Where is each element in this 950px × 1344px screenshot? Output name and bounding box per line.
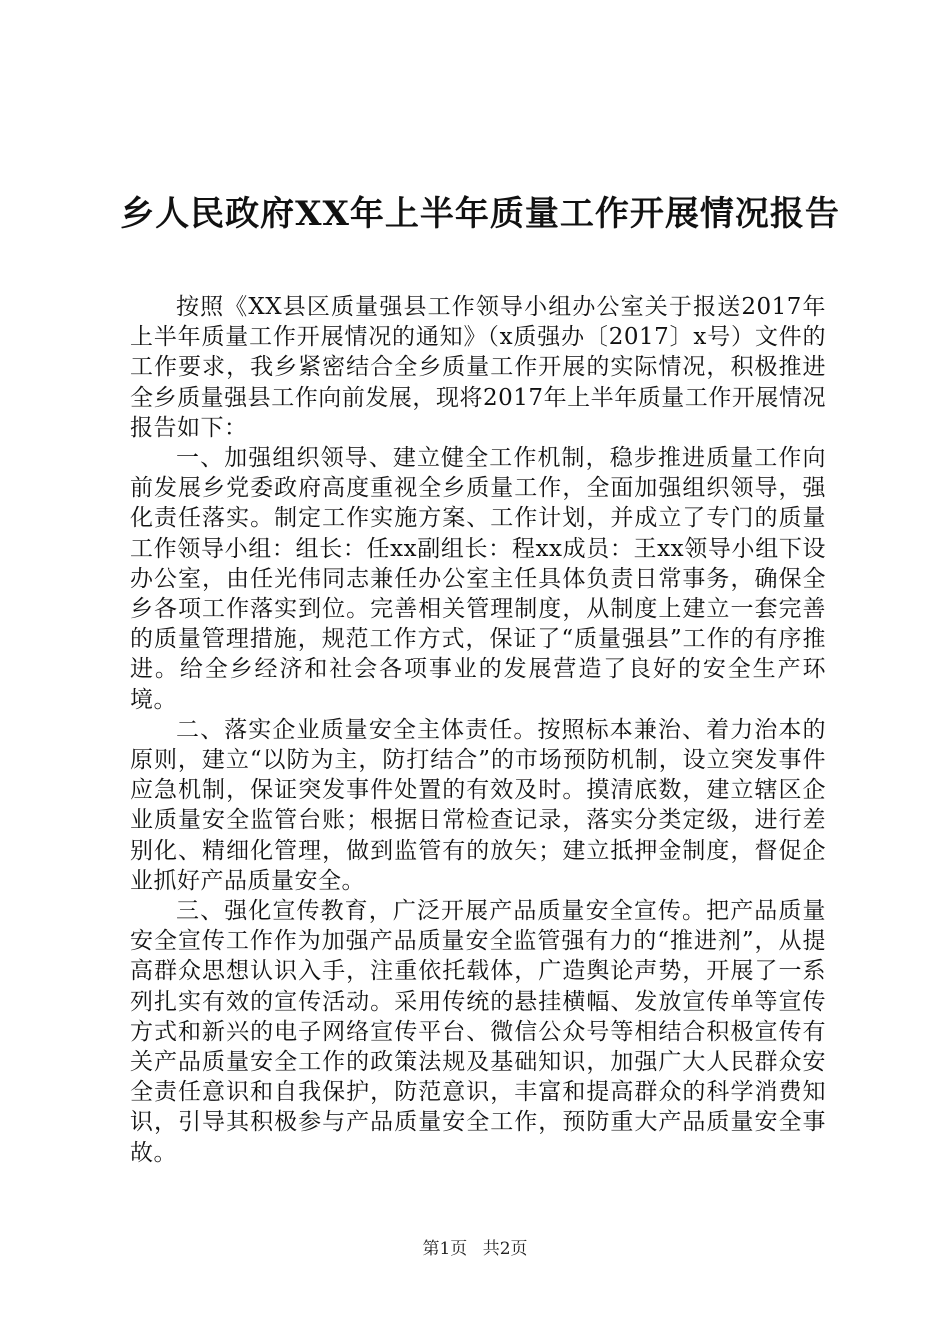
- document-body: [130, 292, 826, 1168]
- page-total: 共2页: [482, 1239, 528, 1259]
- page-number: 第1页: [422, 1239, 468, 1259]
- intro-paragraph: 按照《XX县区质量强县工作领导小组办公室关于报送2017年上半年质量工作开展情况的通知》（x质强办〔2017〕x号）文件的工作要求，我乡紧密结合全乡质量工作开展的实际情况，积极推进全乡质量强县工作向前发展，现将2017年上半年质量工作开展情况报告如下：: [130, 294, 826, 441]
- document-title: 乡人民政府XX年上半年质量工作开展情况报告: [120, 194, 840, 234]
- section-two-paragraph: 二、落实企业质量安全主体责任。按照标本兼治、着力治本的原则，建立“以防为主，防打结合”的市场预防机制，设立突发事件应急机制，保证突发事件处置的有效及时。摸清底数，建立辖区企业质量安全监管台账；根据日常检查记录，落实分类定级，进行差别化、精细化管理，做到监管有的放矢；建立抵押金制度，督促企业抓好产品质量安全。: [130, 716, 826, 894]
- section-one-paragraph: 一、加强组织领导、建立健全工作机制，稳步推进质量工作向前发展乡党委政府高度重视全乡质量工作，全面加强组织领导，强化责任落实。制定工作实施方案、工作计划，并成立了专门的质量工作领导小组：组长：任xx副组长：程xx成员：王xx领导小组下设办公室，由任光伟同志兼任办公室主任具体负责日常事务，确保全乡各项工作落实到位。完善相关管理制度，从制度上建立一套完善的质量管理措施，规范工作方式，保证了“质量强县”工作的有序推进。给全乡经济和社会各项事业的发展营造了良好的安全生产环境。: [130, 445, 826, 713]
- section-three-paragraph: 三、强化宣传教育，广泛开展产品质量安全宣传。把产品质量安全宣传工作作为加强产品质量安全监管强有力的“推进剂”，从提高群众思想认识入手，注重依托载体，广造舆论声势，开展了一系列扎实有效的宣传活动。采用传统的悬挂横幅、发放宣传单等宣传方式和新兴的电子网络宣传平台、微信公众号等相结合积极宣传有关产品质量安全工作的政策法规及基础知识，加强广大人民群众安全责任意识和自我保护，防范意识，丰富和提高群众的科学消费知识，引导其积极参与产品质量安全工作，预防重大产品质量安全事故。: [130, 898, 826, 1166]
- page-footer: [0, 1238, 950, 1260]
